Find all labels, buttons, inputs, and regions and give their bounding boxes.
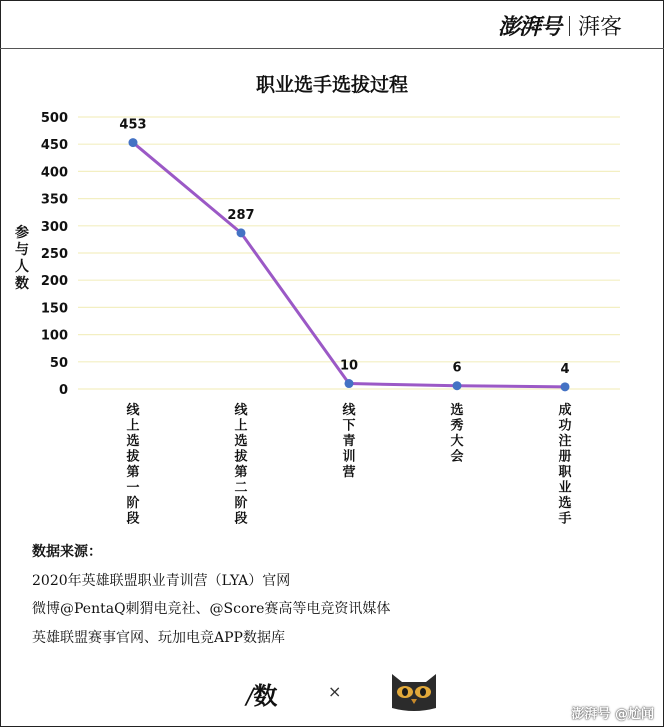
header-divider	[0, 48, 664, 49]
data-source	[32, 538, 390, 652]
y-tick-label: 500	[40, 111, 68, 126]
x-tick-label: 第	[126, 465, 140, 480]
x-tick-label: 二	[234, 480, 248, 496]
data-point	[129, 138, 138, 147]
x-tick-label: 训	[342, 449, 356, 465]
times-icon: ×	[328, 682, 342, 701]
source-line-2: 微博@PentaQ刺猬电竞社、@Score赛高等电竞资讯媒体	[32, 601, 391, 617]
x-tick-label: 选	[450, 403, 464, 418]
x-tick-label: 业	[558, 480, 572, 496]
x-tick-label: 职	[558, 465, 572, 480]
y-tick-label: 400	[40, 165, 68, 181]
x-tick-label: 选	[558, 496, 572, 511]
data-point	[237, 228, 246, 237]
data-point	[561, 382, 570, 391]
x-tick-label: 拔	[126, 449, 140, 465]
data-label: 10	[339, 358, 359, 374]
x-tick-label: 下	[342, 418, 356, 434]
shu-logo: /数	[246, 682, 278, 710]
x-tick-label: 青	[342, 434, 356, 449]
data-point	[453, 381, 462, 390]
x-tick-label: 段	[234, 511, 248, 527]
source-line-3: 英雄联盟赛事官网、玩加电竞APP数据库	[32, 629, 285, 646]
y-tick-label: 100	[40, 328, 68, 344]
x-tick-label: 秀	[450, 418, 464, 434]
y-tick-label: 350	[40, 192, 68, 208]
x-tick-label: 拔	[234, 449, 248, 465]
chart-title: 职业选手选拔过程	[255, 74, 408, 96]
x-tick-label: 册	[558, 449, 572, 465]
x-tick-label: 阶	[234, 496, 248, 511]
brand-sub: 湃客	[577, 15, 622, 40]
shu-logo-text: 数	[253, 682, 278, 710]
x-tick-label: 阶	[126, 496, 140, 511]
x-tick-label: 注	[558, 434, 572, 449]
y-tick-label: 300	[40, 219, 68, 235]
source-heading: 数据来源：	[32, 544, 102, 560]
source-line-1: 2020年英雄联盟职业青训营（LYA）官网	[32, 572, 291, 589]
y-tick-label: 150	[40, 301, 68, 317]
x-tick-label: 线	[342, 403, 356, 418]
x-tick-label: 手	[558, 511, 572, 527]
x-tick-label: 一	[126, 480, 140, 496]
x-tick-label: 上	[234, 418, 248, 434]
x-tick-label: 线	[126, 403, 140, 418]
y-tick-label: 250	[40, 247, 68, 262]
data-label: 4	[560, 361, 570, 377]
x-tick-label: 大	[450, 434, 464, 449]
brand-header	[498, 10, 622, 41]
x-tick-label: 营	[342, 465, 356, 480]
watermark: 澎湃号 @尬闻	[571, 707, 654, 722]
y-tick-label: 0	[58, 383, 68, 398]
x-tick-label: 成	[558, 403, 572, 418]
brand-separator	[569, 16, 570, 36]
y-tick-label: 450	[40, 138, 68, 154]
series-line	[133, 143, 565, 387]
x-tick-label: 功	[558, 418, 572, 434]
x-tick-label: 选	[126, 434, 140, 449]
data-point	[345, 379, 354, 388]
footer-logos	[0, 668, 664, 718]
x-tick-label: 上	[126, 418, 140, 434]
data-label: 6	[452, 360, 462, 376]
owl-icon	[388, 670, 440, 716]
data-label: 453	[119, 117, 147, 133]
y-axis-label-text: 参 与 人 数	[15, 225, 29, 292]
x-tick-label: 选	[234, 434, 248, 449]
brand-logo: 澎湃号	[497, 15, 561, 40]
x-tick-label: 会	[450, 449, 464, 465]
y-tick-label: 50	[49, 355, 68, 371]
x-tick-label: 线	[234, 403, 248, 418]
x-tick-label: 第	[234, 465, 248, 480]
data-label: 287	[227, 207, 255, 223]
y-tick-label: 200	[40, 274, 68, 290]
x-tick-label: 段	[126, 511, 140, 527]
line-chart	[0, 100, 664, 530]
